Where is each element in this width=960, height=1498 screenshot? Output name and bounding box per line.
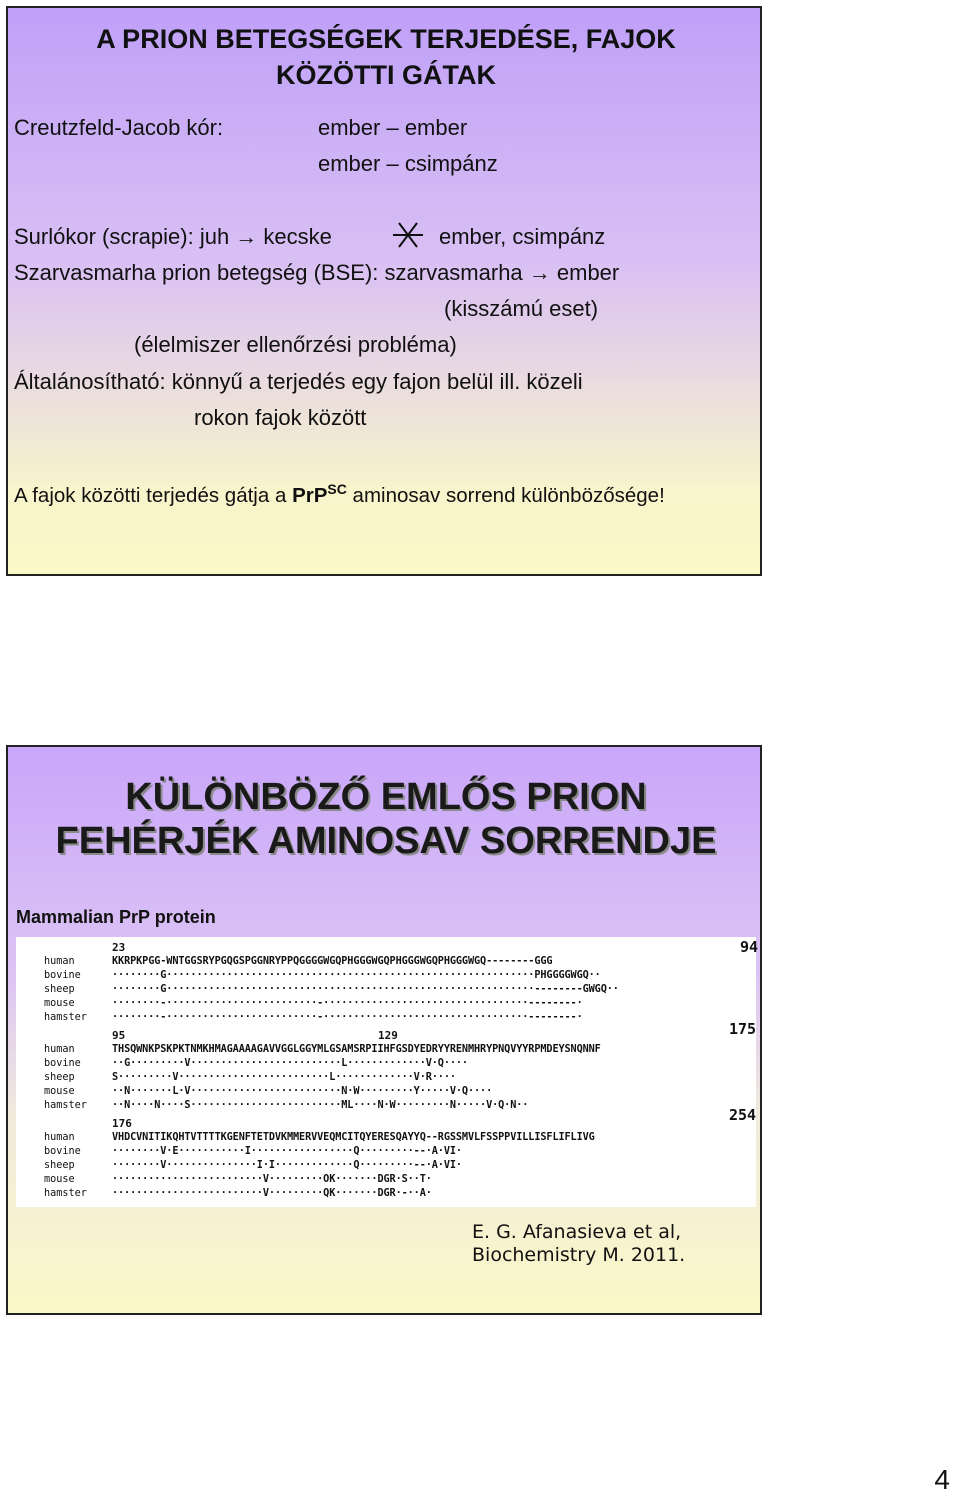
sequence: VHDCVNITIKQHTVTTTTKGENFTETDVKMMERVVEQMCITQYERESQAYYQ--RGSSMVLFSSPPVILLISFLIFLIVG (112, 1132, 595, 1143)
slide2-title-line2: FEHÉRJÉK AMINOSAV SORRENDJE (55, 820, 717, 862)
block2-end: 175 (729, 1020, 757, 1038)
species-label: mouse (44, 1086, 75, 1097)
block2-start: 95 (112, 1029, 126, 1042)
block2-mid: 129 (378, 1029, 398, 1042)
species-label: human (44, 1132, 75, 1143)
species-label: hamster (44, 1188, 87, 1199)
species-label: mouse (44, 1174, 75, 1185)
blocked-arrow-icon (391, 219, 425, 249)
sequence: KKRPKPGG-WNTGGSRYPGQGSPGGNRYPPQGGGGWGQPHGGGWGQPHGGGWGQPHGGGWGQ--------GGG (112, 956, 553, 967)
species-label: hamster (44, 1012, 87, 1023)
block1-start: 23 (112, 941, 126, 954)
slide-prion-sequences (6, 745, 762, 1315)
slide-prion-transmission (6, 6, 762, 576)
food-problem: (élelmiszer ellenőrzési probléma) (134, 332, 457, 357)
figure-label: Mammalian PrP protein (16, 907, 216, 927)
species-label: bovine (44, 970, 81, 981)
species-label: mouse (44, 998, 75, 1009)
scrapie-target: ember, csimpánz (439, 224, 606, 249)
sequence: THSQWNKPSKPKTNMKHMAGAAAAGAVVGGLGGYMLGSAMSRPIIHFGSDYEDRYYRENMHRYPNQVYYRPMDEYSNQNNF (112, 1044, 601, 1055)
citation-line2: Biochemistry M. 2011. (472, 1244, 686, 1266)
sequence: ·························V·········OK·······DGR·S··T· (112, 1174, 432, 1185)
sequence: ··N····N····S·························ML····N·W·········N·····V·Q·N·· (112, 1100, 529, 1111)
barrier-text-b: aminosav sorrend különbözősége! (346, 483, 665, 507)
species-label: sheep (44, 984, 75, 995)
sequence: ········G·····························································PHGGGGWGQ·· (112, 970, 601, 981)
species-label: bovine (44, 1058, 81, 1069)
page-number: 4 (934, 1464, 950, 1495)
generalization-line1: Általánosítható: könnyű a terjedés egy fajon belül ill. közeli (14, 369, 583, 394)
sequence: S·········V·························L·············V·R···· (112, 1072, 456, 1083)
species-barrier-text (14, 476, 665, 509)
sequence: ········-·························-··································--------· (112, 1012, 583, 1023)
cjd-line2: ember – csimpánz (318, 151, 498, 176)
species-label: sheep (44, 1072, 75, 1083)
generalization-line2: rokon fajok között (194, 405, 367, 430)
species-label: human (44, 956, 75, 967)
bse-cases: (kisszámú eset) (444, 296, 599, 321)
barrier-text-a: A fajok közötti terjedés gátja a (14, 483, 293, 507)
sequence: ········V·E···········I·················Q·········--·A·VI· (112, 1146, 462, 1157)
species-label: bovine (44, 1146, 81, 1157)
species-label: sheep (44, 1160, 75, 1171)
sequence: ·························V·········QK·······DGR·-··A· (112, 1188, 432, 1199)
species-label: human (44, 1044, 75, 1055)
cjd-line1: ember – ember (318, 115, 468, 140)
prp-superscript: SC (327, 481, 347, 497)
sequence: ··G·········V·························L·············V·Q···· (112, 1058, 468, 1069)
block3-start: 176 (112, 1117, 132, 1130)
sequence: ········G·····························································--------GWGQ·· (112, 984, 619, 995)
sequence: ··N·······L·V·························N·W·········Y·····V·Q···· (112, 1086, 493, 1097)
bse-text: Szarvasmarha prion betegség (BSE): szarvasmarha → ember (14, 260, 620, 285)
scrapie-text: Surlókor (scrapie): juh → kecske (14, 224, 332, 249)
slide1-title-line1: A PRION BETEGSÉGEK TERJEDÉSE, FAJOK (96, 24, 676, 54)
species-label: hamster (44, 1100, 87, 1111)
sequence: ········-·························-··································--------· (112, 998, 583, 1009)
prp-label: PrP (292, 483, 328, 507)
citation-line1: E. G. Afanasieva et al, (472, 1221, 682, 1243)
cjd-label: Creutzfeld-Jacob kór: (14, 115, 224, 140)
block3-end: 254 (729, 1106, 757, 1124)
sequence: ········V···············I·I·············Q·········--·A·VI· (112, 1160, 462, 1171)
slide1-title-line2: KÖZÖTTI GÁTAK (276, 60, 496, 90)
sequence-alignment-figure (16, 937, 759, 1207)
slide2-title-line1: KÜLÖNBÖZŐ EMLŐS PRION (125, 776, 647, 818)
block1-end: 94 (740, 938, 759, 956)
